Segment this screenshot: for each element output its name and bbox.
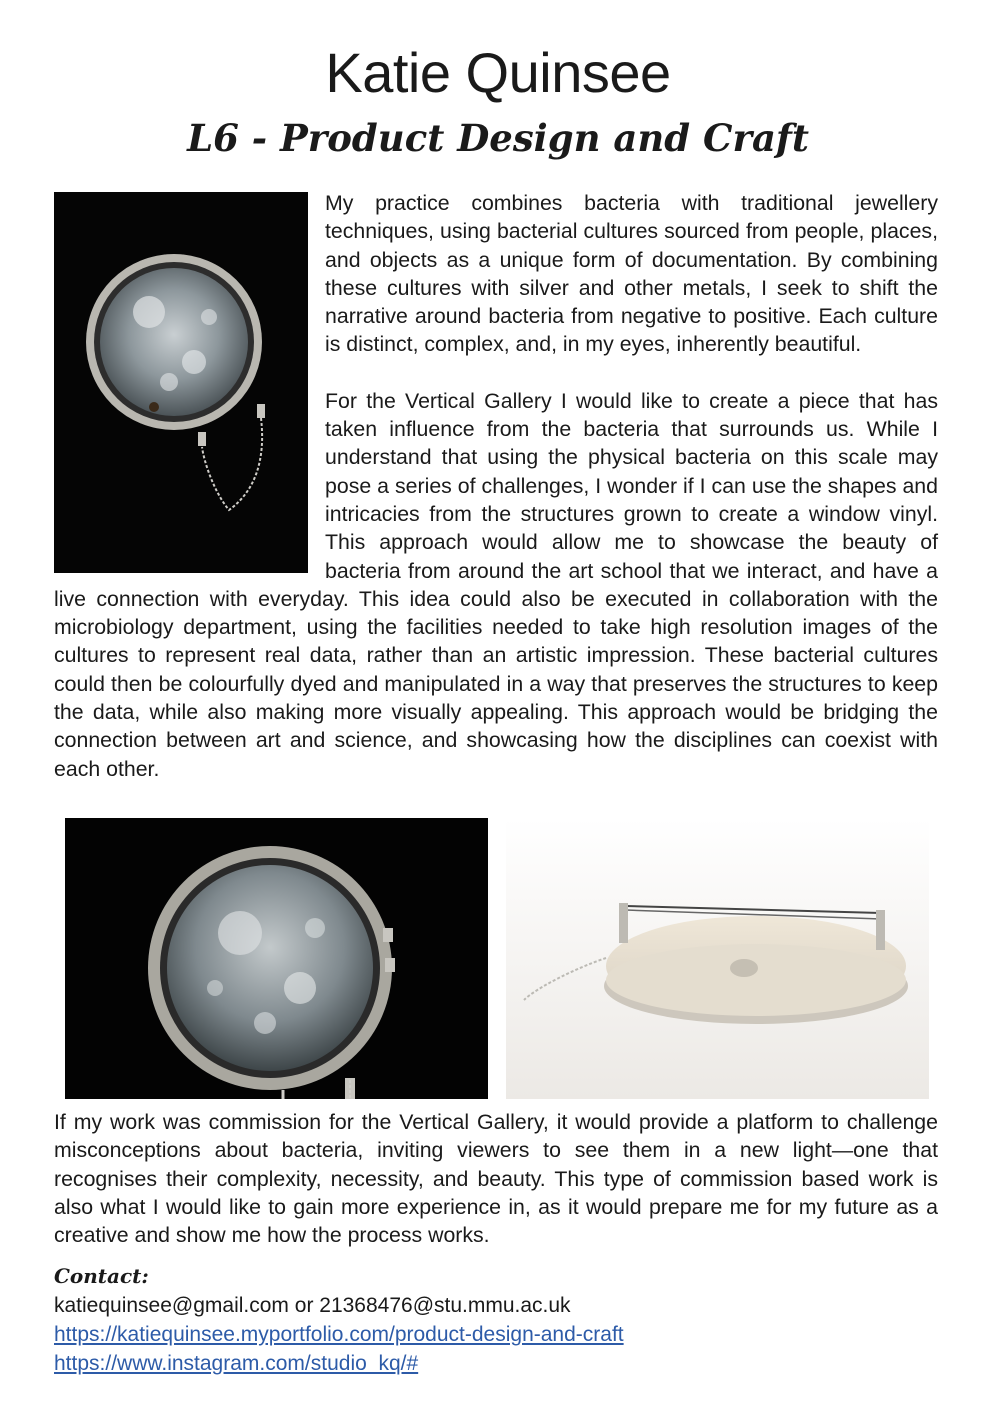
portfolio-link[interactable]: https://katiequinsee.myportfolio.com/product-design-and-craft [54,1323,624,1346]
page-title: Katie Quinsee [325,41,671,104]
intro-paragraph-2: For the Vertical Gallery I would like to create a piece that has taken influence from the bacteria that surrounds us. While I understand that using the physical bacteria on this scale may pose a series of challenges, I wonder if I can use the shapes and intricacies from the structures grown to create a window vinyl. This approach would allow me to showcase the beauty of bacteria from around the art school that we interact, and have a live connection with everyday. This idea could also be executed in collaboration with the microbiology department, using the facilities needed to take high resolution images of the cultures to represent real data, rather than an artistic impression. These bacterial cultures could then be colourfully dyed and manipulated in a way that preserves the structures to keep the data, while also making more visually appealing. This approach would be bridging the connection between art and science, and showcasing how the disciplines can coexist with each other. [54,388,938,781]
intro-block [54,189,938,783]
contact-emails: katiequinsee@gmail.com or 21368476@stu.mmu.ac.uk [54,1294,571,1317]
closing-paragraph: If my work was commission for the Vertical Gallery, it would provide a platform to challenge misconceptions about bacteria, inviting viewers to see them in a new light—one that recognises their complexity, necessity, and beauty. This type of commission based work is also what I would like to gain more experience in, as it would prepare me for my future as a creative and show me how the process works. [54,1110,938,1248]
contact-heading: Contact: [54,1264,149,1288]
intro-paragraph-1: My practice combines bacteria with traditional jewellery techniques, using bacterial cultures sourced from people, places, and objects as a unique form of documentation. By combining these cultures with silver and other metals, I seek to shift the narrative around bacteria from negative to positive. Each culture is distinct, complex, and, in my eyes, inherently beautiful. [325,191,938,357]
instagram-link[interactable]: https://www.instagram.com/studio_kq/# [54,1352,419,1375]
brooch-photo-side [506,818,929,1099]
brooch-photo-front [54,192,308,573]
brooch-photo-closeup [65,818,488,1099]
page-subtitle: L6 - Product Design and Craft [187,116,809,160]
